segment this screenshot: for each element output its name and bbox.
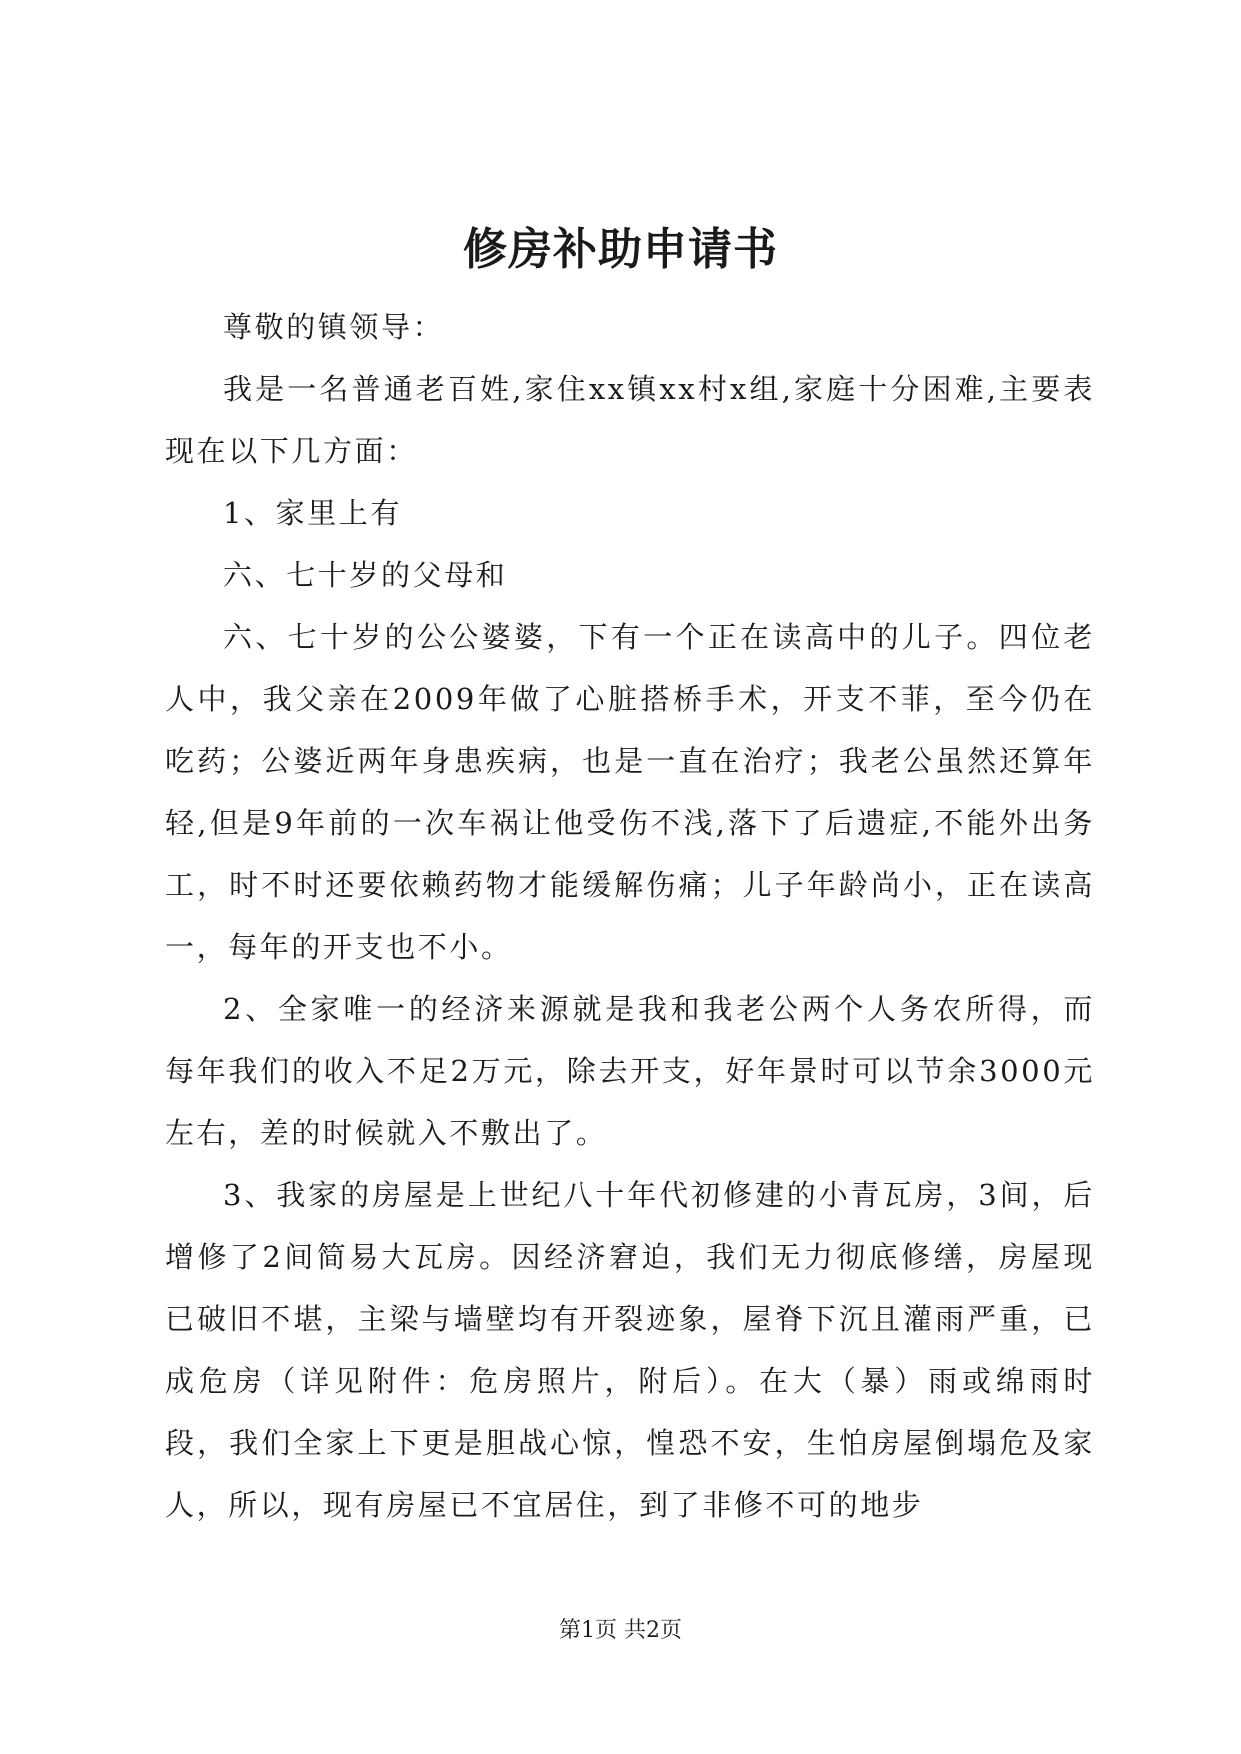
intro-paragraph: 我是一名普通老百姓,家住xx镇xx村x组,家庭十分困难,主要表现在以下几方面： [165,372,1095,468]
document-body [165,296,1095,1536]
item-1-paragraph: 1、家里上有 [223,496,403,530]
item-3-paragraph: 3、我家的房屋是上世纪八十年代初修建的小青瓦房，3间，后增修了2间简易大瓦房。因经济窘迫，我们无力彻底修缮，房屋现已破旧不堪，主梁与墙壁均有开裂迹象，屋脊下沉且灌雨严重，已成危房（详见附件：危房照片，附后）。在大（暴）雨或绵雨时段，我们全家上下更是胆战心惊，惶恐不安，生怕房屋倒塌危及家人，所以，现有房屋已不宜居住，到了非修不可的地步 [165,1178,1095,1522]
item-1-continued-paragraph: 六、七十岁的父母和 [223,558,508,592]
document-title: 修房补助申请书 [463,224,778,275]
item-2-paragraph: 2、全家唯一的经济来源就是我和我老公两个人务农所得，而每年我们的收入不足2万元，除去开支，好年景时可以节余3000元左右，差的时候就入不敷出了。 [165,992,1095,1150]
family-details-paragraph: 六、七十岁的公公婆婆，下有一个正在读高中的儿子。四位老人中，我父亲在2009年做了心脏搭桥手术，开支不菲，至今仍在吃药；公婆近两年身患疾病，也是一直在治疗；我老公虽然还算年轻,但是9年前的一次车祸让他受伤不浅,落下了后遗症,不能外出务工，时不时还要依赖药物才能缓解伤痛；儿子年龄尚小，正在读高一，每年的开支也不小。 [165,620,1095,964]
salutation-paragraph: 尊敬的镇领导： [223,310,445,344]
page-footer: 第1页 共2页 [559,1618,682,1643]
